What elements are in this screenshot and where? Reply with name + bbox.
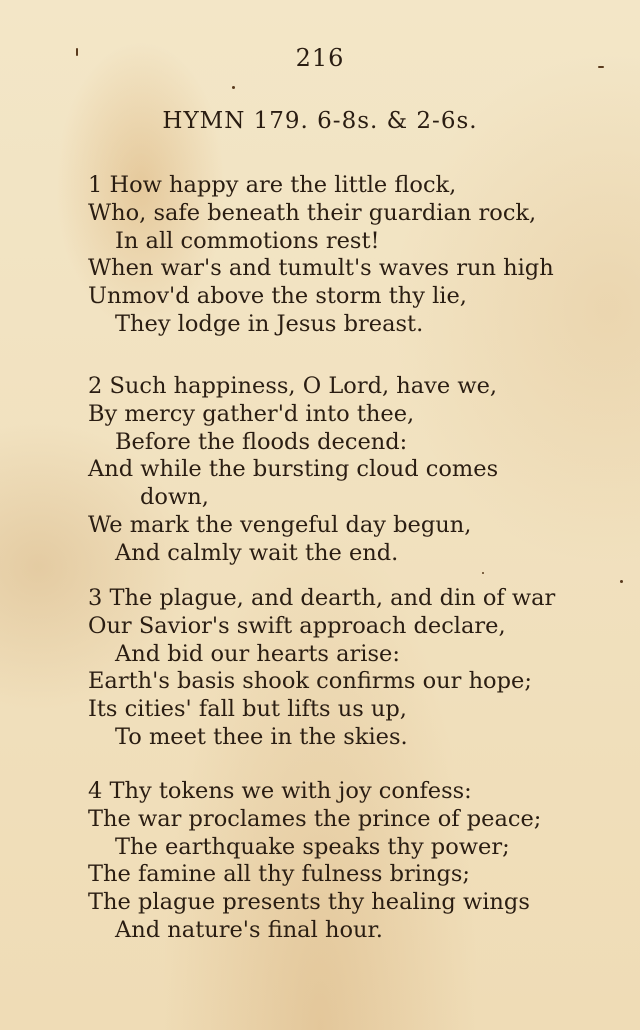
- verse-line: By mercy gather'd into thee,: [88, 400, 415, 427]
- verse-line: Unmov'd above the storm thy lie,: [88, 283, 467, 310]
- verse-line: Our Savior's swift approach declare,: [88, 612, 506, 639]
- verse-line: down,: [140, 484, 209, 511]
- verse-line: And bid our hearts arise:: [115, 640, 400, 667]
- verse-line: 3 The plague, and dearth, and din of war: [88, 585, 556, 611]
- verse-line: The war proclames the prince of peace;: [88, 805, 542, 832]
- verse-line: We mark the vengeful day begun,: [88, 511, 472, 538]
- verse-line: To meet thee in the skies.: [115, 723, 408, 750]
- verse-2: [88, 373, 608, 568]
- verse-line: And nature's final hour.: [115, 916, 383, 943]
- verse-line: And while the bursting cloud comes: [88, 456, 499, 483]
- verse-line: They lodge in Jesus breast.: [115, 310, 424, 337]
- verse-line: Before the floods decend:: [115, 428, 408, 455]
- verse-line: The famine all thy fulness brings;: [88, 861, 470, 888]
- verse-line: The plague presents thy healing wings: [88, 889, 530, 916]
- hymn-heading: HYMN 179. 6-8s. & 2-6s.: [162, 108, 478, 134]
- verse-line: 1 How happy are the little flock,: [88, 172, 457, 198]
- verse-line: When war's and tumult's waves run high: [88, 255, 554, 282]
- verse-line: In all commotions rest!: [115, 227, 380, 254]
- verse-line: The earthquake speaks thy power;: [115, 833, 510, 860]
- verse-line: Its cities' fall but lifts us up,: [88, 696, 407, 723]
- verse-line: Earth's basis shook confirms our hope;: [88, 668, 532, 695]
- verse-1: [88, 172, 608, 339]
- verse-4: [88, 778, 608, 945]
- verse-line: 2 Such happiness, O Lord, have we,: [88, 373, 498, 399]
- verse-line: 4 Thy tokens we with joy confess:: [88, 778, 472, 804]
- verse-line: And calmly wait the end.: [115, 539, 399, 566]
- verse-3: [88, 585, 608, 752]
- page-number: 216: [295, 44, 345, 72]
- verse-line: Who, safe beneath their guardian rock,: [88, 199, 537, 226]
